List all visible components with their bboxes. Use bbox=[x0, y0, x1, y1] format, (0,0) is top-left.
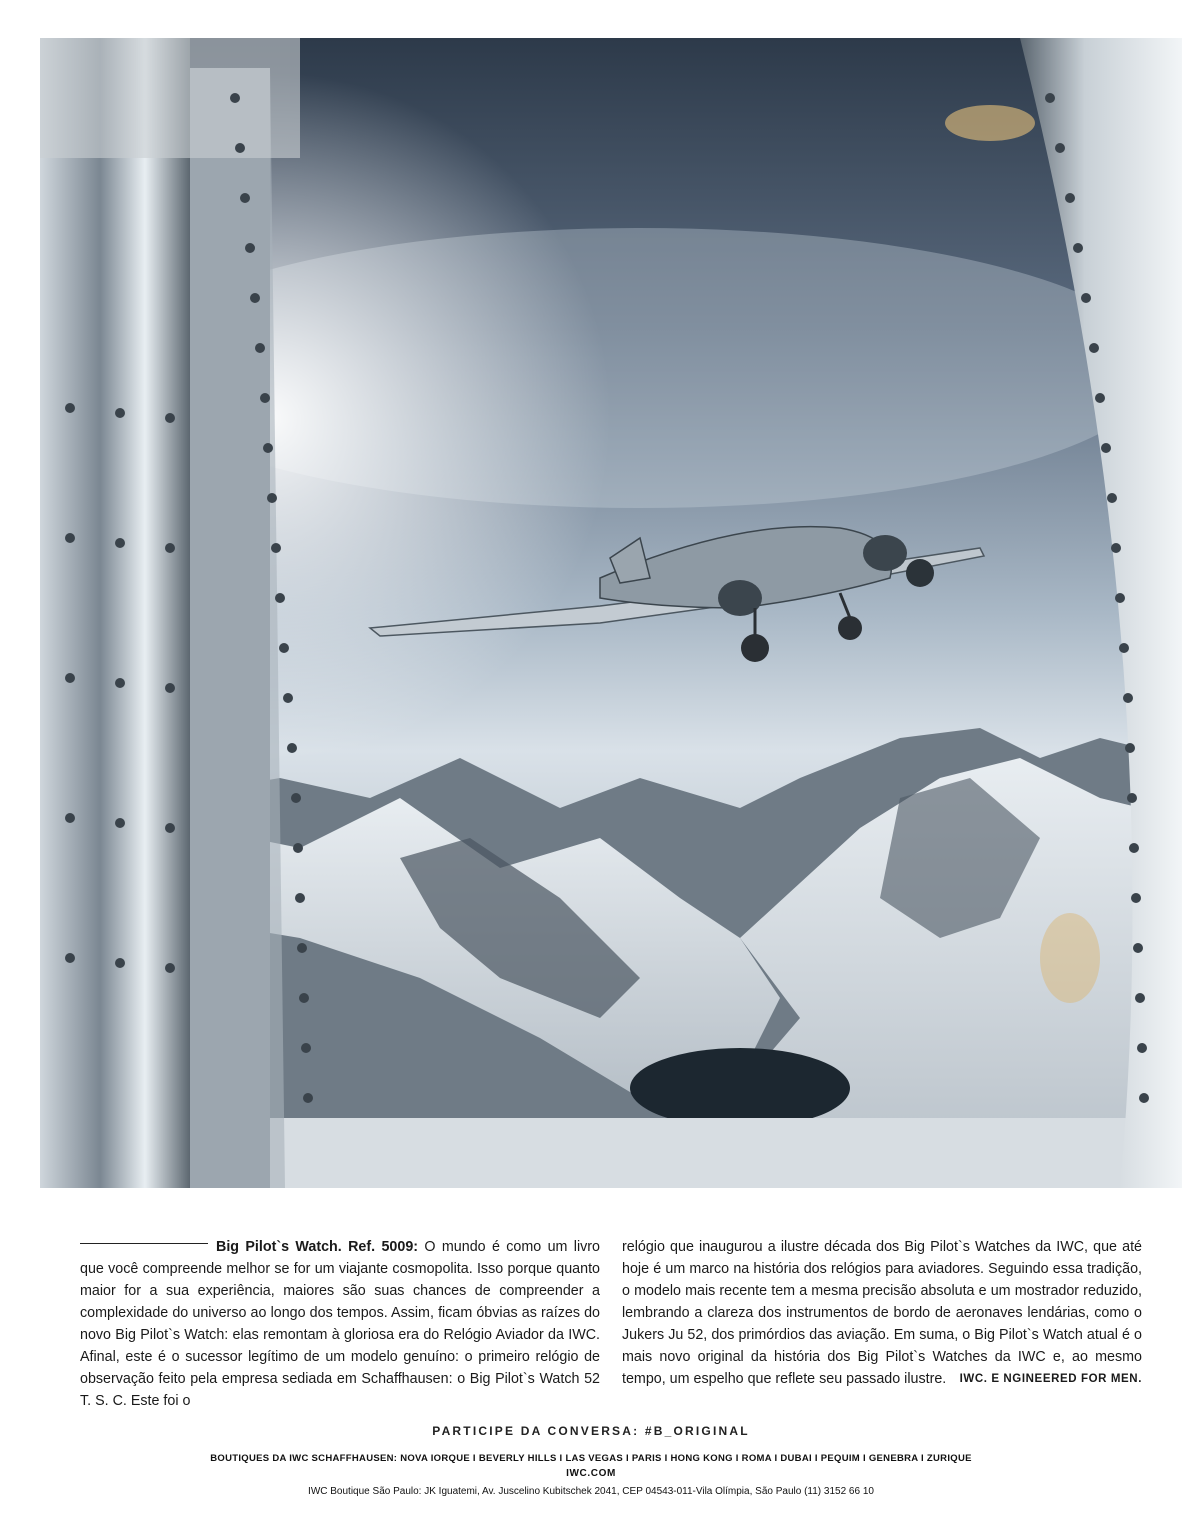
lead-rule bbox=[80, 1243, 208, 1244]
website-link[interactable]: IWC.COM bbox=[566, 1468, 616, 1479]
body-copy bbox=[80, 1236, 1142, 1412]
hashtag-line: PARTICIPE DA CONVERSA: #B_ORIGINAL bbox=[432, 1424, 750, 1438]
body-column-right bbox=[622, 1236, 1142, 1412]
aircraft-window-illustration bbox=[40, 38, 1182, 1188]
hero-photo bbox=[40, 38, 1182, 1188]
column-right-text: relógio que inaugurou a ilustre década dos Big Pilot`s Watches da IWC, que até hoje é um marco na história dos relógios para aviadores. Seguindo essa tradição, o modelo mais recente tem a mesma precisão absoluta e um mostrador reduzido, lembrando a clareza dos instrumentos de bordo de aeronaves lendárias, como o Jukers Ju 52, dos primórdios das aviação. Em suma, o Big Pilot`s Watch atual é o mais novo original da história dos Big Pilot`s Watches da IWC e, ao mesmo tempo, um espelho que reflete seu passado ilustre. bbox=[622, 1239, 1142, 1387]
tagline: IWC. E NGINEERED FOR MEN. bbox=[959, 1373, 1142, 1385]
column-left-text: O mundo é como um livro que você compreende melhor se for um viajante cosmopolita. Isso porque quanto maior for a sua experiência, maiores são suas chances de compreender a complexidade do universo ao longo dos tempos. Assim, ficam óbvias as raízes do novo Big Pilot`s Watch: elas remontam à gloriosa era do Relógio Aviador da IWC. Afinal, este é o sucessor legítimo de um modelo genuíno: o primeiro relógio de observação feito pela empresa sediada em Schaffhausen: o Big Pilot`s Watch 52 T. S. C. Este foi o bbox=[80, 1239, 600, 1409]
boutique-address: IWC Boutique São Paulo: JK Iguatemi, Av. Juscelino Kubitschek 2041, CEP 04543-011-Vila Olímpia, São Paulo (11) 3152 66 10 bbox=[308, 1486, 874, 1497]
body-column-left bbox=[80, 1236, 600, 1412]
boutiques-list: BOUTIQUES DA IWC SCHAFFHAUSEN: NOVA IORQUE I BEVERLY HILLS I LAS VEGAS I PARIS I HONG KONG I ROMA I DUBAI I PEQUIM I GENEBRA I ZURIQUE bbox=[210, 1453, 972, 1464]
lead-title: Big Pilot`s Watch. Ref. 5009: bbox=[216, 1239, 419, 1255]
